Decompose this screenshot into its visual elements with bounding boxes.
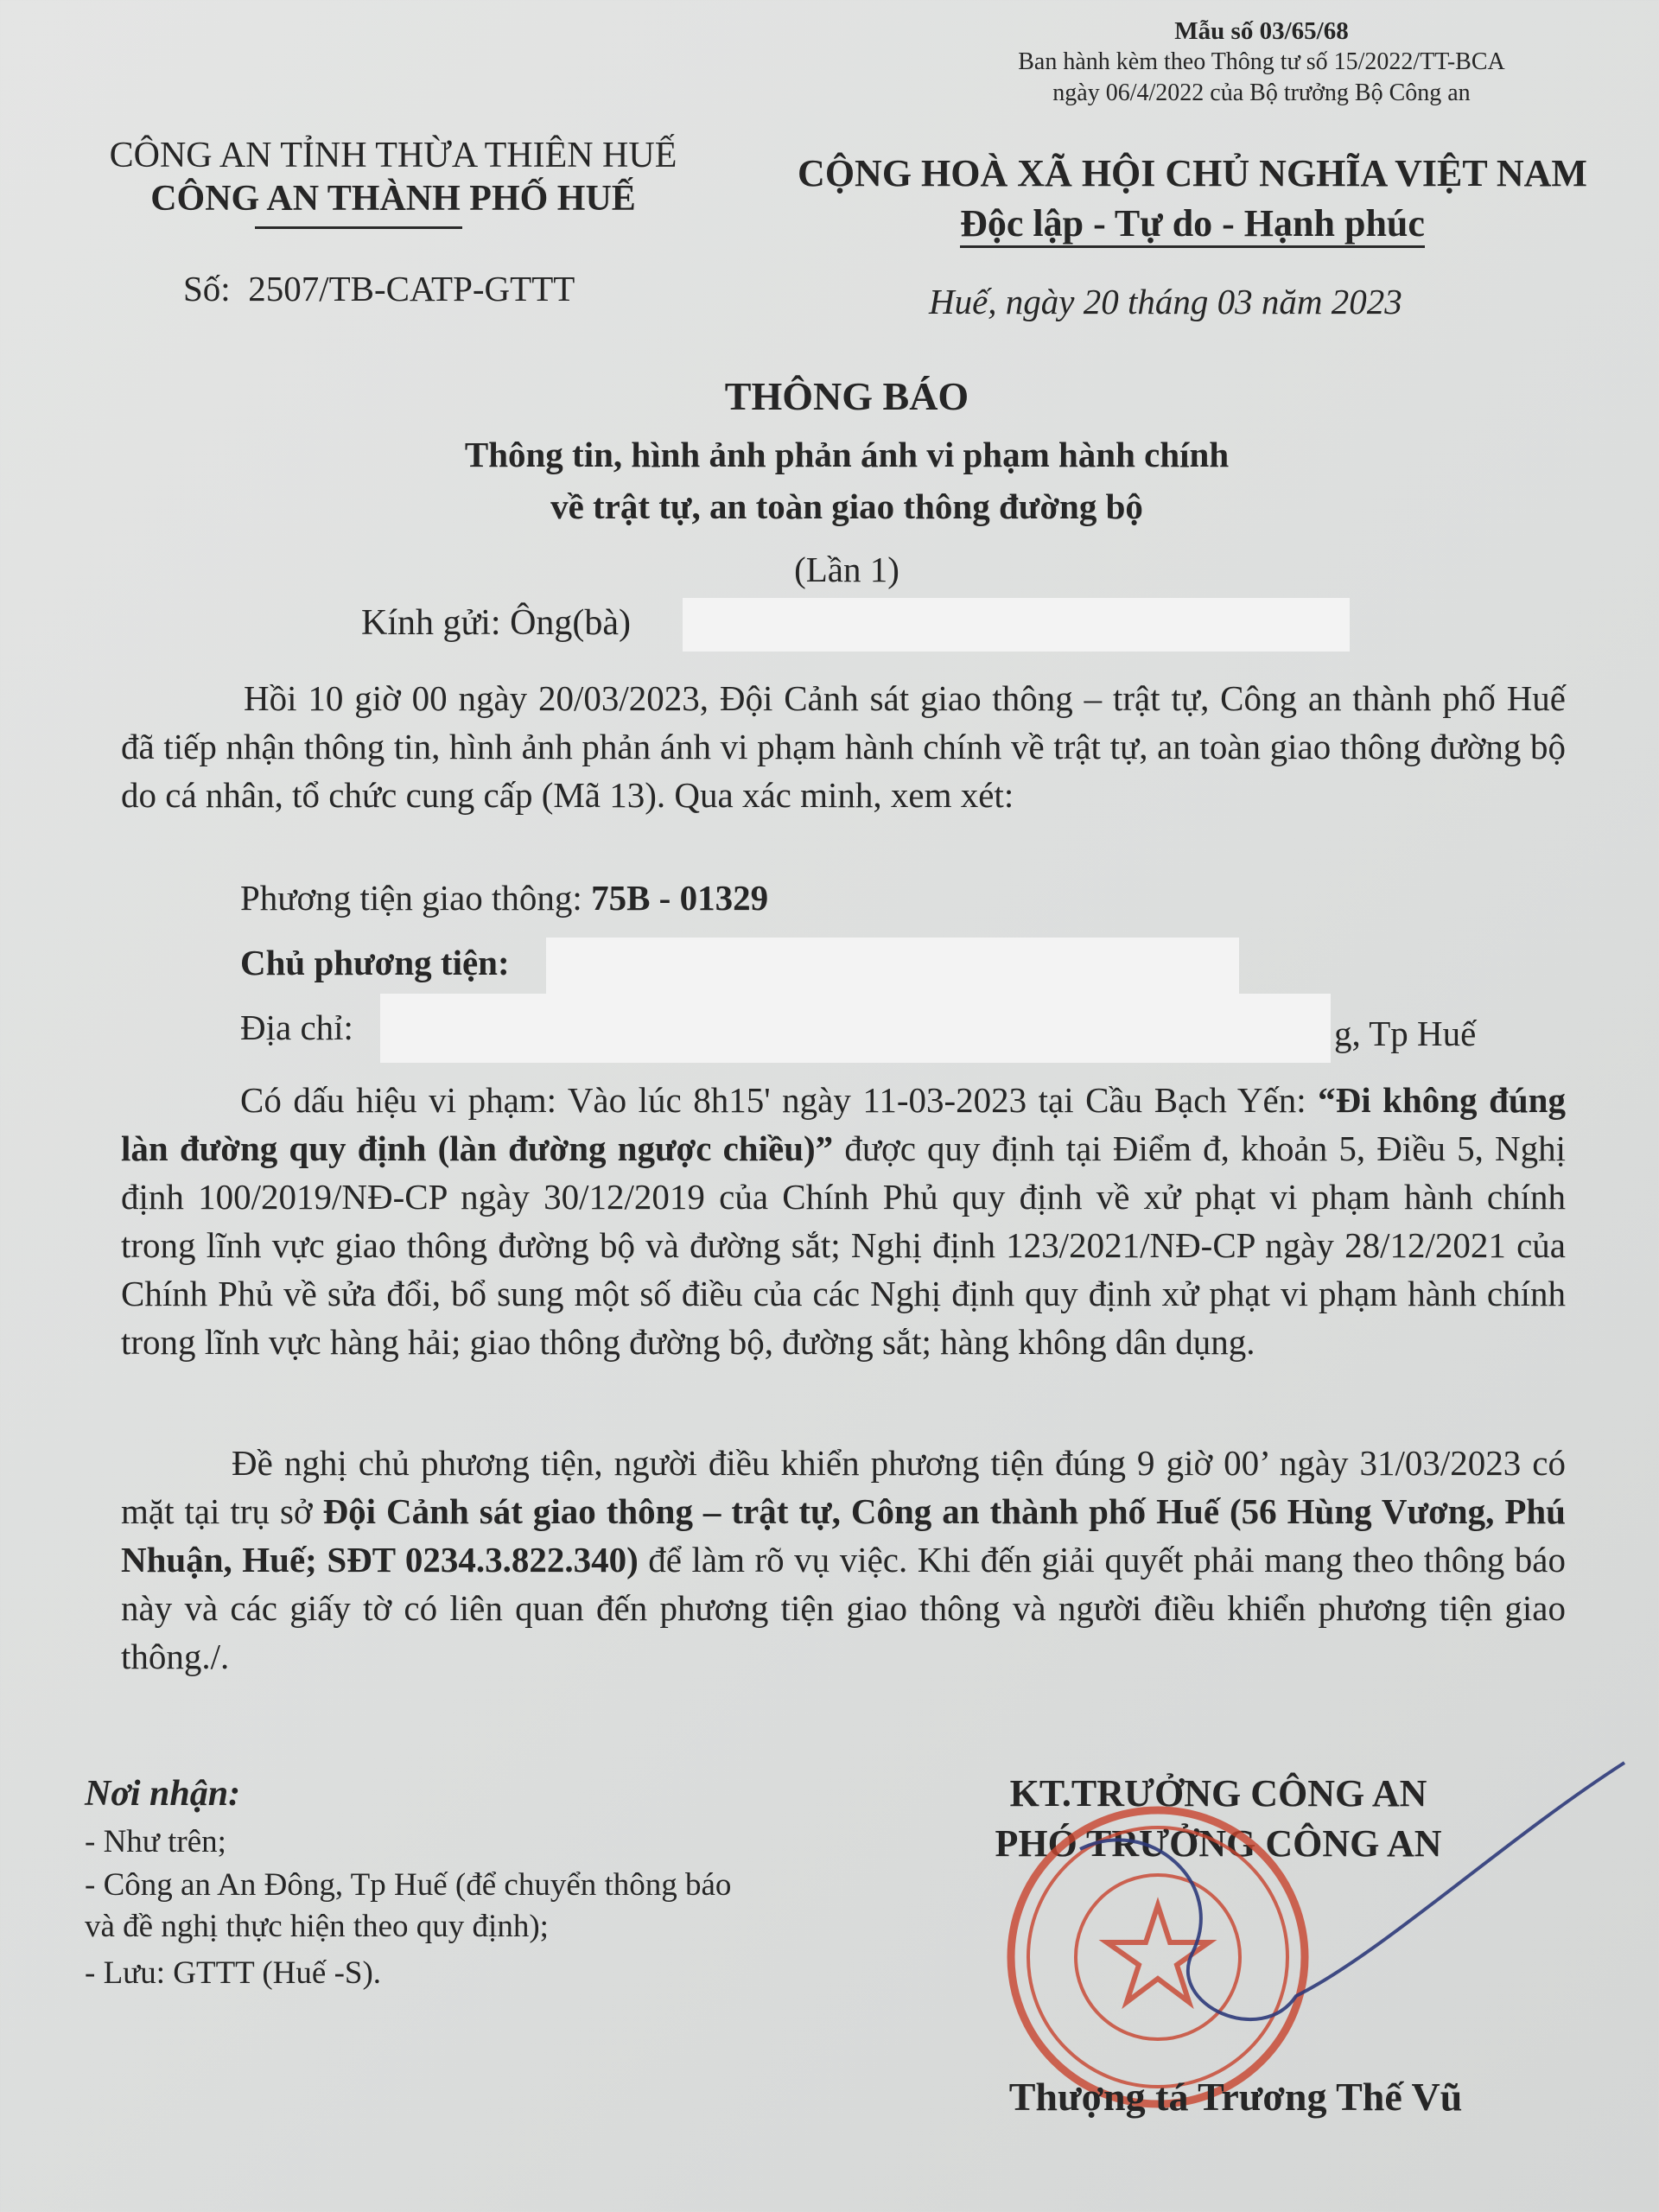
- red-seal: [1011, 1810, 1305, 2104]
- violation-lead: Có dấu hiệu vi phạm: Vào lúc 8h15' ngày 11-03-2023 tại Cầu Bạch Yến:: [240, 1080, 1306, 1120]
- recipients-heading: Nơi nhận:: [85, 1774, 241, 1814]
- greeting: Kính gửi: Ông(bà): [361, 603, 632, 643]
- address-label: Địa chỉ:: [240, 1007, 353, 1047]
- agency-parent: CÔNG AN TỈNH THỪA THIÊN HUẾ: [109, 136, 677, 175]
- nation-name: CỘNG HOÀ XÃ HỘI CHỦ NGHĨA VIỆT NAM: [798, 152, 1587, 194]
- form-issued-line1: Ban hành kèm theo Thông tư số 15/2022/TT-BCA: [1018, 48, 1505, 75]
- address-visible-tail: g, Tp Huế: [1334, 1014, 1477, 1053]
- form-number: Mẫu số 03/65/68: [1174, 17, 1349, 45]
- doc-number-value: 2507/TB-CATP-GTTT: [248, 269, 575, 308]
- form-issued-line2: ngày 06/4/2022 của Bộ trưởng Bộ Công an: [1052, 79, 1471, 106]
- request-rest: để làm rõ vụ việc. Khi đến giải quyết phải mang theo thông báo này và các giấy tờ có liên quan đến phương tiện giao thông và người điều khiển phương tiện giao thông./.: [121, 1540, 1566, 1676]
- vehicle-label: Phương tiện giao thông:: [240, 878, 582, 918]
- notice-subtitle-1: Thông tin, hình ảnh phản ánh vi phạm hành chính: [464, 435, 1230, 474]
- recipient-item-continued: và đề nghị thực hiện theo quy định);: [85, 1909, 549, 1944]
- violation-description: “Đi không đúng làn đường quy định (làn đường ngược chiều)”: [121, 1080, 1566, 1168]
- violation-legal-basis: được quy định tại Điểm đ, khoản 5, Điều 5, Nghị định 100/2019/NĐ-CP ngày 30/12/2019 của Chính Phủ quy định về xử phạt vi phạm hành chính trong lĩnh vực giao thông đường bộ và đường sắt; Nghị định 123/2021/NĐ-CP ngày 28/12/2021 của Chính Phủ về sửa đổi, bổ sung một số điều của các Nghị định quy định xử phạt vi phạm hành chính trong lĩnh vực hàng hải; giao thông đường bộ, đường sắt; hàng không dân dụng.: [121, 1128, 1566, 1362]
- motto: Độc lập - Tự do - Hạnh phúc: [960, 202, 1425, 248]
- vehicle-plate: 75B - 01329: [591, 878, 769, 918]
- owner-label: Chủ phương tiện:: [240, 943, 510, 982]
- notice-iteration: (Lần 1): [794, 550, 899, 589]
- request-office: Đội Cảnh sát giao thông – trật tự, Công an thành phố Huế (56 Hùng Vương, Phú Nhuận, Huế; SĐT 0234.3.822.340): [121, 1491, 1566, 1580]
- signer-name: Thượng tá Trương Thế Vũ: [1008, 2075, 1463, 2119]
- recipient-item: - Lưu: GTTT (Huế -S).: [85, 1955, 382, 1991]
- recipient-item: - Như trên;: [85, 1824, 226, 1859]
- signature-authority-line2: PHÓ TRƯỞNG CÔNG AN: [995, 1822, 1442, 1865]
- signature-authority-line1: KT.TRƯỞNG CÔNG AN: [1009, 1772, 1427, 1815]
- doc-number-label: Số:: [183, 269, 231, 308]
- notice-subtitle-2: về trật tự, an toàn giao thông đường bộ: [550, 486, 1143, 526]
- request-lead: Đề nghị chủ phương tiện, người điều khiển phương tiện đúng 9 giờ 00’ ngày 31/03/2023 có mặt tại trụ sở: [121, 1443, 1566, 1531]
- notice-title: THÔNG BÁO: [724, 374, 969, 418]
- place-date: Huế, ngày 20 tháng 03 năm 2023: [929, 282, 1402, 321]
- agency-name: CÔNG AN THÀNH PHỐ HUẾ: [150, 179, 636, 219]
- recipient-item: - Công an An Đông, Tp Huế (để chuyển thông báo: [85, 1867, 732, 1903]
- paragraph-received: Hồi 10 giờ 00 ngày 20/03/2023, Đội Cảnh sát giao thông – trật tự, Công an thành phố Huế đã tiếp nhận thông tin, hình ảnh phản ánh vi phạm hành chính về trật tự, an toàn giao thông đường bộ do cá nhân, tổ chức cung cấp (Mã 13). Qua xác minh, xem xét:: [121, 678, 1566, 815]
